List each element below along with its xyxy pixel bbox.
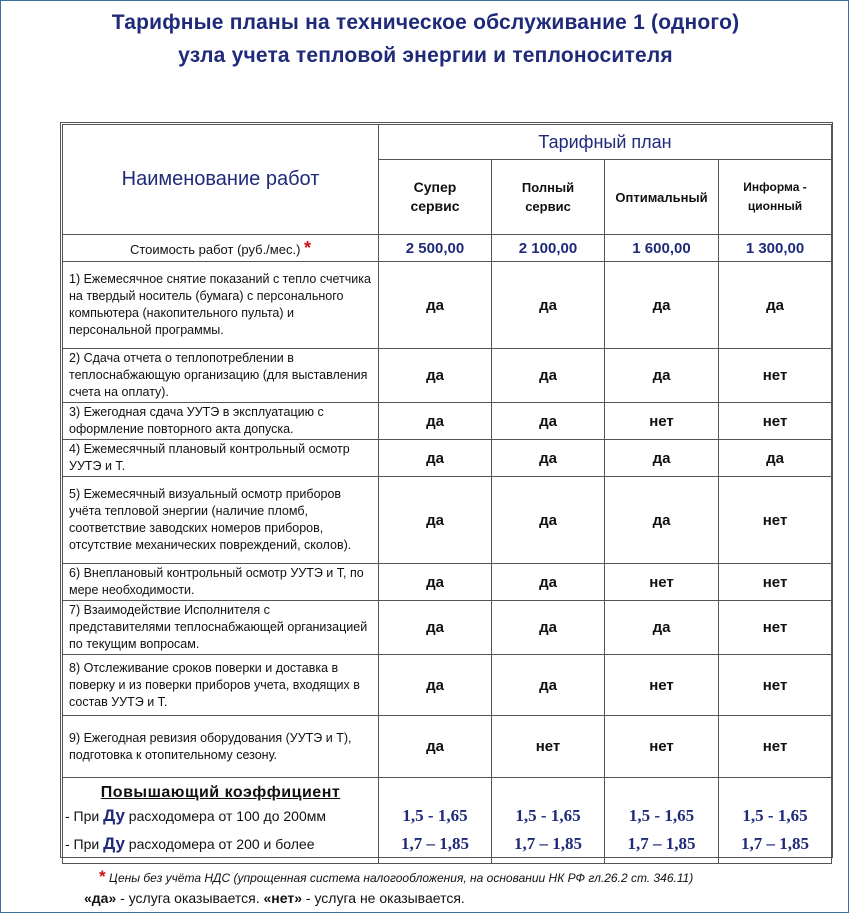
table-row — [63, 601, 832, 655]
title-line-1: Тарифные планы на техническое обслуживание 1 (одного) — [111, 11, 740, 34]
work-value: да — [492, 403, 605, 440]
work-value: да — [719, 262, 832, 349]
legend-yes-text: - услуга оказывается. — [116, 890, 264, 906]
work-value: да — [605, 262, 719, 349]
work-value: да — [605, 349, 719, 403]
work-value: нет — [719, 716, 832, 778]
work-value: нет — [719, 477, 832, 564]
table-row — [63, 440, 832, 477]
work-value: да — [492, 440, 605, 477]
work-value: нет — [492, 716, 605, 778]
legend — [84, 890, 465, 906]
work-description: 8) Отслеживание сроков поверки и доставка в поверку и из поверки приборов учета, входящих в состав УУТЭ и Т. — [63, 655, 379, 716]
work-value: да — [492, 262, 605, 349]
price-super: 2 500,00 — [379, 235, 492, 262]
coefficient-full: 1,5 - 1,65 1,7 – 1,85 — [492, 778, 605, 864]
table-row — [63, 655, 832, 716]
work-value: да — [379, 477, 492, 564]
work-value: да — [379, 262, 492, 349]
footnote-text: Цены без учёта НДС (упрощенная система налогообложения, на основании НК РФ гл.26.2 ст. 346.11) — [108, 871, 694, 885]
work-value: да — [379, 349, 492, 403]
plan-informational: Информа - ционный — [719, 160, 832, 235]
work-value: да — [605, 477, 719, 564]
work-description: 5) Ежемесячный визуальный осмотр приборов учёта тепловой энергии (наличие пломб, соответствие заводских номеров приборов, отсутствие механических повреждений, сколов). — [63, 477, 379, 564]
work-value: нет — [719, 403, 832, 440]
work-value: да — [492, 477, 605, 564]
work-value: да — [605, 440, 719, 477]
work-description: 9) Ежегодная ревизия оборудования (УУТЭ и Т), подготовка к отопительному сезону. — [63, 716, 379, 778]
coefficient-labels — [63, 778, 379, 864]
work-description: 7) Взаимодействие Исполнителя с представителями теплоснабжающей организацией по текущим вопросам. — [63, 601, 379, 655]
work-value: да — [492, 349, 605, 403]
coefficient-line-2: - При Ду расходомера от 200 и более — [65, 833, 315, 853]
legend-no: «нет» — [263, 890, 303, 906]
work-description: 1) Ежемесячное снятие показаний с тепло счетчика на твердый носитель (бумага) с персонального компьютера (накопительного пульта) и персональной программы. — [63, 262, 379, 349]
title-line-2: узла учета тепловой энергии и теплоносителя — [178, 44, 673, 67]
work-value: нет — [605, 564, 719, 601]
work-value: нет — [605, 716, 719, 778]
asterisk: * — [99, 867, 106, 886]
cost-label: Стоимость работ (руб./мес.) * — [63, 235, 379, 262]
work-value: да — [379, 564, 492, 601]
table-row — [63, 349, 832, 403]
coefficient-info: 1,5 - 1,65 1,7 – 1,85 — [719, 778, 832, 864]
work-value: да — [379, 655, 492, 716]
work-value: да — [379, 716, 492, 778]
plan-super-service: Супер сервис — [379, 160, 492, 235]
coefficient-optimal: 1,5 - 1,65 1,7 – 1,85 — [605, 778, 719, 864]
work-value: да — [492, 655, 605, 716]
work-value: нет — [719, 349, 832, 403]
price-full: 2 100,00 — [492, 235, 605, 262]
work-description: 4) Ежемесячный плановый контрольный осмотр УУТЭ и Т. — [63, 440, 379, 477]
coefficient-row — [63, 778, 832, 864]
work-value: да — [379, 601, 492, 655]
table-row — [63, 564, 832, 601]
asterisk: * — [304, 237, 312, 258]
table-row — [63, 403, 832, 440]
cost-row — [63, 235, 832, 262]
legend-no-text: - услуга не оказывается. — [302, 890, 465, 906]
work-description: 3) Ежегодная сдача УУТЭ в эксплуатацию с оформление повторного акта допуска. — [63, 403, 379, 440]
header-row-1 — [63, 125, 832, 160]
table-row — [63, 716, 832, 778]
header-tariff-plan: Тарифный план — [379, 125, 832, 160]
work-description: 6) Внеплановый контрольный осмотр УУТЭ и Т, по мере необходимости. — [63, 564, 379, 601]
work-value: нет — [605, 655, 719, 716]
legend-yes: «да» — [84, 890, 117, 906]
work-value: да — [379, 440, 492, 477]
work-description: 2) Сдача отчета о теплопотреблении в теплоснабжающую организацию (для выставления счета на оплату). — [63, 349, 379, 403]
table-row — [63, 477, 832, 564]
coefficient-super: 1,5 - 1,65 1,7 – 1,85 — [379, 778, 492, 864]
work-value: да — [379, 403, 492, 440]
footnote — [99, 867, 693, 887]
work-value: да — [605, 601, 719, 655]
coefficient-title: Повышающий коэффициент — [100, 783, 341, 801]
tariff-table — [62, 124, 832, 864]
work-value: нет — [719, 655, 832, 716]
header-work-name: Наименование работ — [63, 125, 379, 235]
price-optimal: 1 600,00 — [605, 235, 719, 262]
page-title — [0, 6, 851, 72]
work-value: да — [492, 601, 605, 655]
work-value: нет — [605, 403, 719, 440]
coefficient-line-1: - При Ду расходомера от 100 до 200мм — [65, 805, 326, 825]
work-value: нет — [719, 601, 832, 655]
work-value: да — [492, 564, 605, 601]
work-value: нет — [719, 564, 832, 601]
plan-full-service: Полный сервис — [492, 160, 605, 235]
price-info: 1 300,00 — [719, 235, 832, 262]
table-row — [63, 262, 832, 349]
plan-optimal: Оптимальный — [605, 160, 719, 235]
work-value: да — [719, 440, 832, 477]
